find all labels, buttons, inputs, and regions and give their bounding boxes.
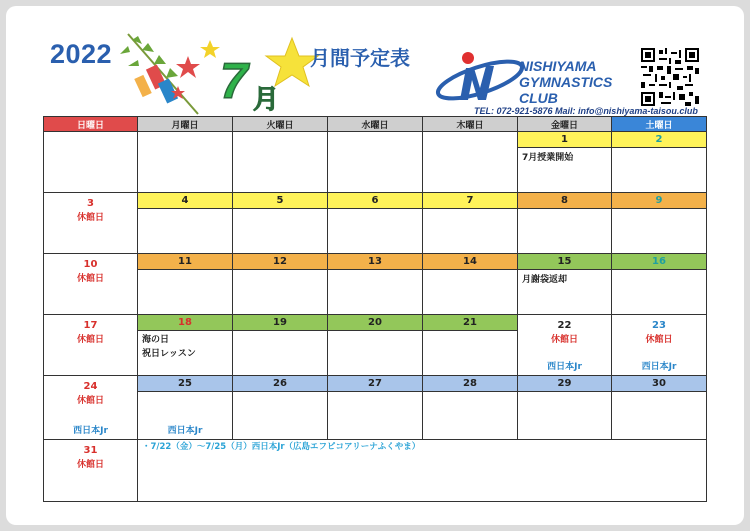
day-cell-1[interactable] [518, 132, 612, 193]
day-number: 4 [138, 193, 232, 209]
weekday-thu: 木曜日 [423, 117, 518, 132]
day-cell-21[interactable] [423, 315, 518, 376]
weekday-header-row [44, 117, 707, 132]
day-cell-5[interactable] [233, 193, 328, 254]
day-number: 16 [612, 254, 706, 270]
day-cell-28[interactable] [423, 376, 518, 440]
schedule-note: ・7/22（金）～7/25（月）西日本Jr（広島エフピコアリーナふくやま） [142, 442, 421, 452]
day-cell-empty [44, 132, 138, 193]
day-number: 14 [423, 254, 517, 270]
day-number: 26 [233, 376, 327, 392]
month-kanji: 月 [253, 85, 280, 115]
calendar-grid [43, 116, 707, 502]
day-cell-empty [328, 132, 423, 193]
holiday-label: 休館日 [76, 274, 104, 284]
day-cell-19[interactable] [233, 315, 328, 376]
event-label: 西日本Jr [167, 426, 203, 436]
day-cell-15[interactable] [518, 254, 612, 315]
day-number: 2 [612, 132, 706, 148]
weekday-sat: 土曜日 [612, 117, 707, 132]
week-row-5 [44, 376, 707, 440]
weekday-sun: 日曜日 [44, 117, 138, 132]
day-cell-25[interactable] [138, 376, 233, 440]
month-number: 7 [220, 53, 248, 109]
day-cell-17[interactable] [44, 315, 138, 376]
day-number: 31 [83, 445, 98, 456]
day-number: 9 [612, 193, 706, 209]
holiday-label: 休館日 [76, 335, 104, 345]
day-cell-23[interactable] [612, 315, 707, 376]
event-label: 西日本Jr [641, 362, 677, 372]
day-cell-27[interactable] [328, 376, 423, 440]
day-cell-2[interactable] [612, 132, 707, 193]
week-row-3 [44, 254, 707, 315]
day-number: 10 [83, 259, 98, 270]
contact-info: TEL: 072-921-5876 Mail: info@nishiyama-taisou.club [474, 106, 698, 116]
day-number: 20 [328, 315, 422, 331]
day-number: 7 [423, 193, 517, 209]
day-cell-empty [423, 132, 518, 193]
weekday-fri: 金曜日 [518, 117, 612, 132]
day-number: 1 [518, 132, 611, 148]
day-cell-24[interactable] [44, 376, 138, 440]
event-label: 西日本Jr [547, 362, 582, 372]
day-number: 30 [612, 376, 706, 392]
day-number: 21 [423, 315, 517, 331]
day-cell-31[interactable] [44, 440, 138, 502]
day-event: 祝日レッスン [142, 349, 196, 359]
day-cell-6[interactable] [328, 193, 423, 254]
week-row-4 [44, 315, 707, 376]
day-number: 28 [423, 376, 517, 392]
day-cell-12[interactable] [233, 254, 328, 315]
day-number: 12 [233, 254, 327, 270]
day-number: 29 [518, 376, 611, 392]
holiday-label: 休館日 [76, 213, 104, 223]
notes-cell [138, 440, 707, 502]
day-number: 24 [83, 381, 98, 392]
week-row-1 [44, 132, 707, 193]
day-cell-empty [138, 132, 233, 193]
day-cell-14[interactable] [423, 254, 518, 315]
day-number: 6 [328, 193, 422, 209]
holiday-label: 休館日 [76, 396, 104, 406]
holiday-label: 休館日 [645, 335, 673, 345]
club-name [519, 58, 612, 106]
holiday-label: 休館日 [76, 460, 104, 470]
weekday-mon: 月曜日 [138, 117, 233, 132]
week-row-6 [44, 440, 707, 502]
day-cell-18[interactable] [138, 315, 233, 376]
day-number: 19 [233, 315, 327, 331]
week-row-2 [44, 193, 707, 254]
club-name-line1: NISHIYAMA [519, 58, 597, 74]
year-label: 2022 [50, 39, 113, 69]
day-cell-26[interactable] [233, 376, 328, 440]
day-cell-11[interactable] [138, 254, 233, 315]
day-number: 3 [87, 198, 94, 209]
day-number: 18 [138, 315, 232, 331]
day-event: 海の日 [142, 335, 170, 345]
qr-code-icon[interactable] [641, 48, 699, 106]
holiday-label: 休館日 [550, 335, 578, 345]
day-cell-13[interactable] [328, 254, 423, 315]
club-logo-icon [434, 48, 526, 106]
day-cell-3[interactable] [44, 193, 138, 254]
day-cell-8[interactable] [518, 193, 612, 254]
page-title: 月間予定表 [310, 46, 410, 70]
day-cell-20[interactable] [328, 315, 423, 376]
day-cell-10[interactable] [44, 254, 138, 315]
day-cell-4[interactable] [138, 193, 233, 254]
day-cell-empty [233, 132, 328, 193]
day-cell-7[interactable] [423, 193, 518, 254]
day-number: 8 [518, 193, 611, 209]
day-number: 22 [557, 320, 572, 331]
day-cell-30[interactable] [612, 376, 707, 440]
day-cell-16[interactable] [612, 254, 707, 315]
day-number: 23 [652, 320, 666, 331]
event-label: 西日本Jr [73, 426, 108, 436]
day-event: 月謝袋返却 [522, 275, 568, 285]
day-number: 15 [518, 254, 611, 270]
day-event: 7月授業開始 [522, 153, 574, 163]
day-cell-22[interactable] [518, 315, 612, 376]
calendar-sheet [6, 6, 744, 525]
day-number: 13 [328, 254, 422, 270]
weekday-wed: 水曜日 [328, 117, 423, 132]
club-name-line2: GYMNASTICS [519, 74, 613, 90]
day-number: 27 [328, 376, 422, 392]
weekday-tue: 火曜日 [233, 117, 328, 132]
day-number: 5 [233, 193, 327, 209]
day-cell-29[interactable] [518, 376, 612, 440]
day-number: 17 [83, 320, 98, 331]
club-name-line3: CLUB [519, 90, 558, 106]
day-number: 25 [138, 376, 232, 392]
day-number: 11 [138, 254, 232, 270]
day-cell-9[interactable] [612, 193, 707, 254]
